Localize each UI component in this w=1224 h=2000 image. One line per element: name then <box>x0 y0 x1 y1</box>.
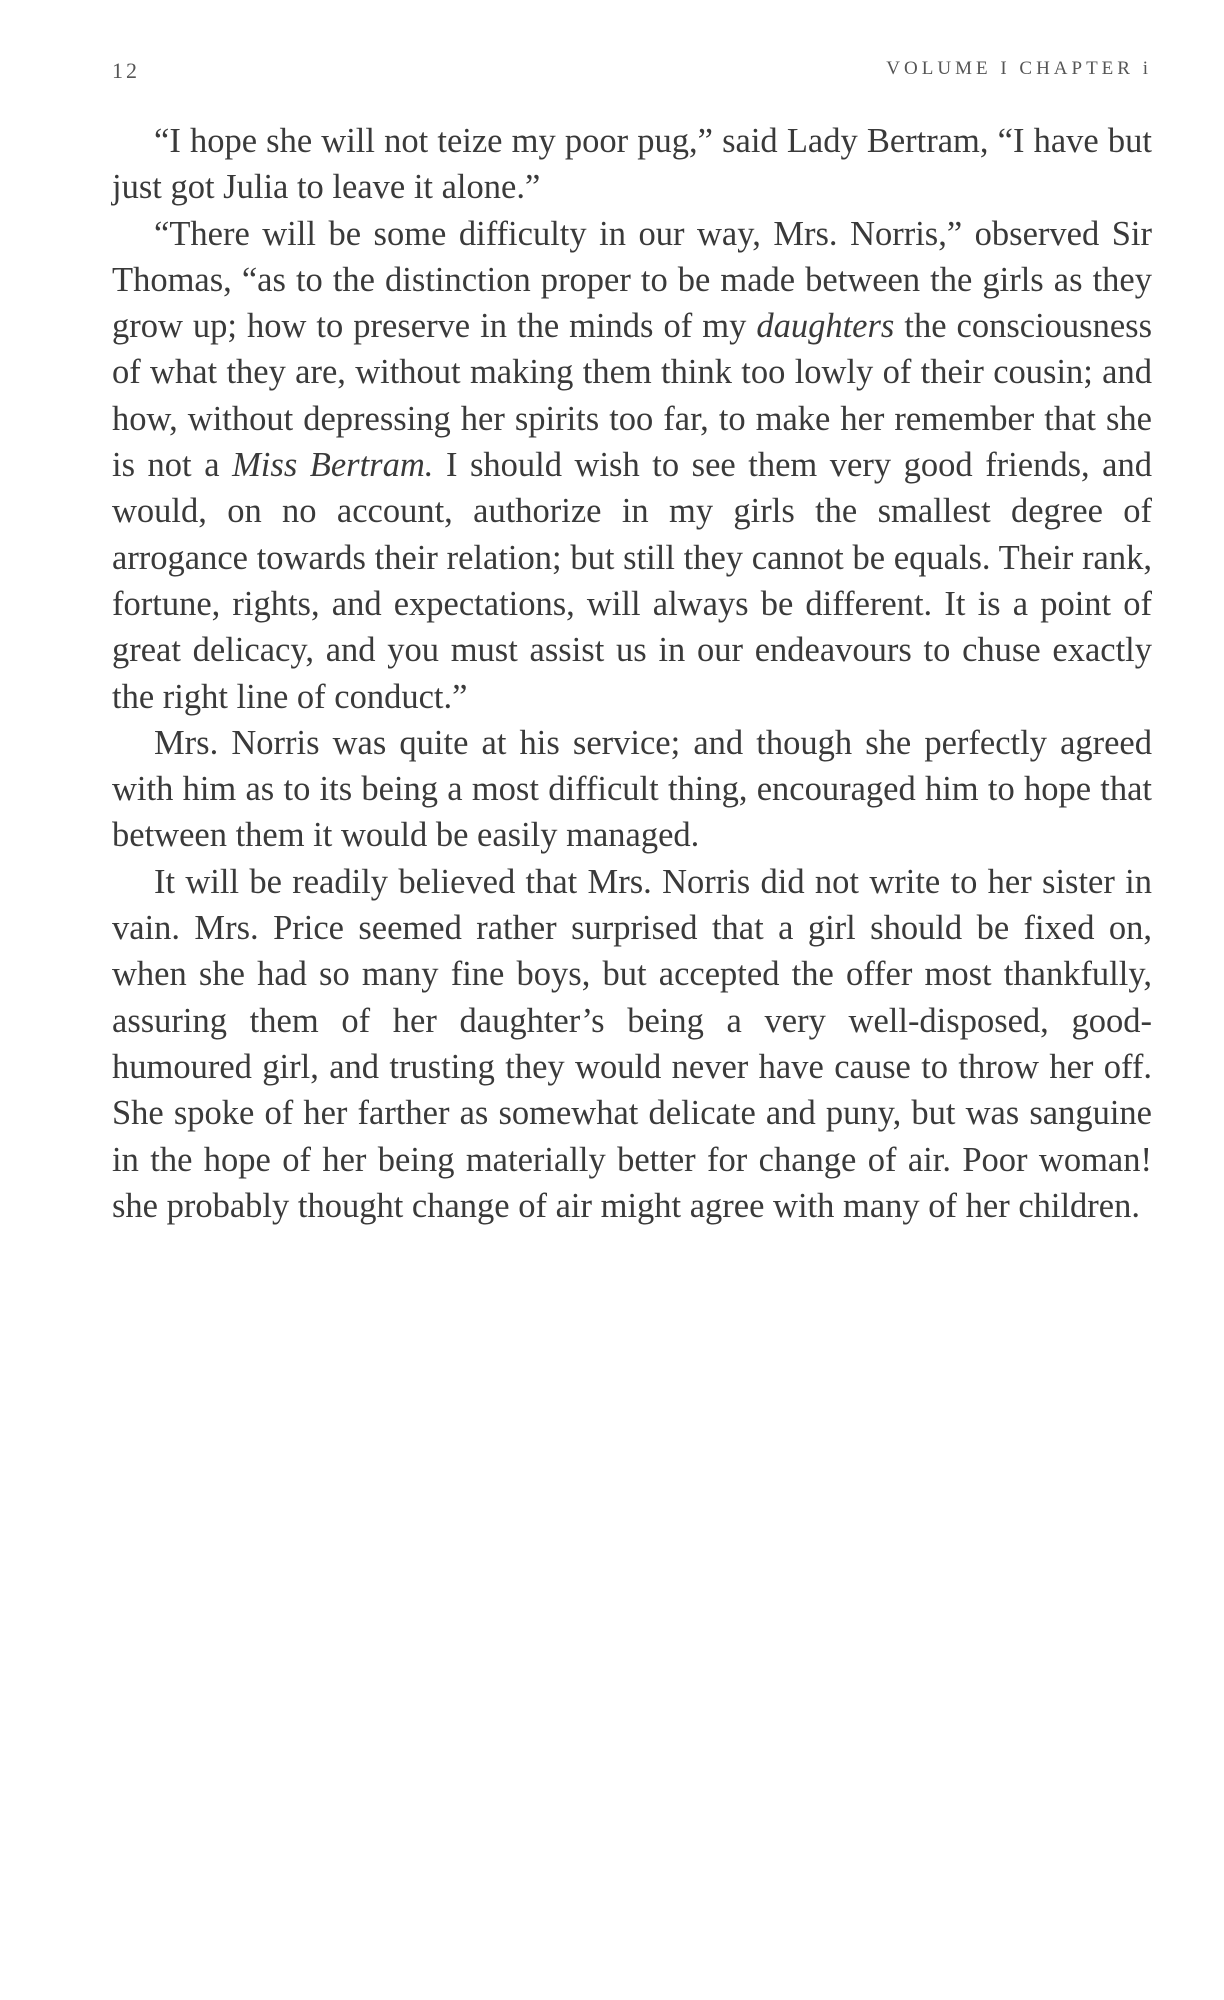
page-number: 12 <box>112 58 140 83</box>
text-segment: the consciousness of what they are, without making them think too lowly of their cousin; and how, without depressing her spirits too far, to make her remember that she is not a <box>112 307 1152 485</box>
text-segment: I should wish to see them very good friends, and would, on no account, authorize in my girls the smallest degree of arrogance towards their relation; but still they cannot be equals. Their rank, fortune, rights, and expectations, will always be different. It is a point of great delicacy, and you must assist us in our endeavours to chuse exactly the right line of conduct.” <box>112 446 1152 716</box>
text-segment: “I hope she will not teize my poor pug,” said Lady Bertram, “I have but just got Julia to leave it alone.” <box>112 122 1152 207</box>
running-head <box>112 58 1152 88</box>
text-segment: It will be readily believed that Mrs. Norris did not write to her sister in vain. Mrs. Price seemed rather surprised that a girl should be fixed on, when she had so many fine boys, but accepted the offer most thankfully, assuring them of her daughter’s being a very well-disposed, good-humoured girl, and trusting they would never have cause to throw her off. She spoke of her farther as somewhat delicate and puny, but was sanguine in the hope of her being materially better for change of air. Poor woman! she probably thought change of air might agree with many of her children. <box>112 862 1152 1225</box>
text-segment: Mrs. Norris was quite at his service; and though she perfectly agreed with him as to its being a most difficult thing, encouraged him to hope that between them it would be easily managed. <box>112 723 1152 855</box>
body-text <box>112 118 1152 1229</box>
italic-miss-bertram: Miss Bertram. <box>232 446 434 485</box>
running-title: VOLUME I CHAPTER i <box>886 58 1152 79</box>
paragraph-sir-thomas <box>112 211 1152 720</box>
text-segment: “There will be some difficulty in our way, Mrs. Norris,” observed Sir Thomas, “as to the distinction proper to be made between the girls as they grow up; how to preserve in the minds of my <box>112 214 1152 346</box>
paragraph-mrs-price <box>112 859 1152 1229</box>
italic-daughters: daughters <box>756 307 895 346</box>
paragraph-mrs-norris <box>112 720 1152 859</box>
paragraph-lady-bertram <box>112 118 1152 211</box>
